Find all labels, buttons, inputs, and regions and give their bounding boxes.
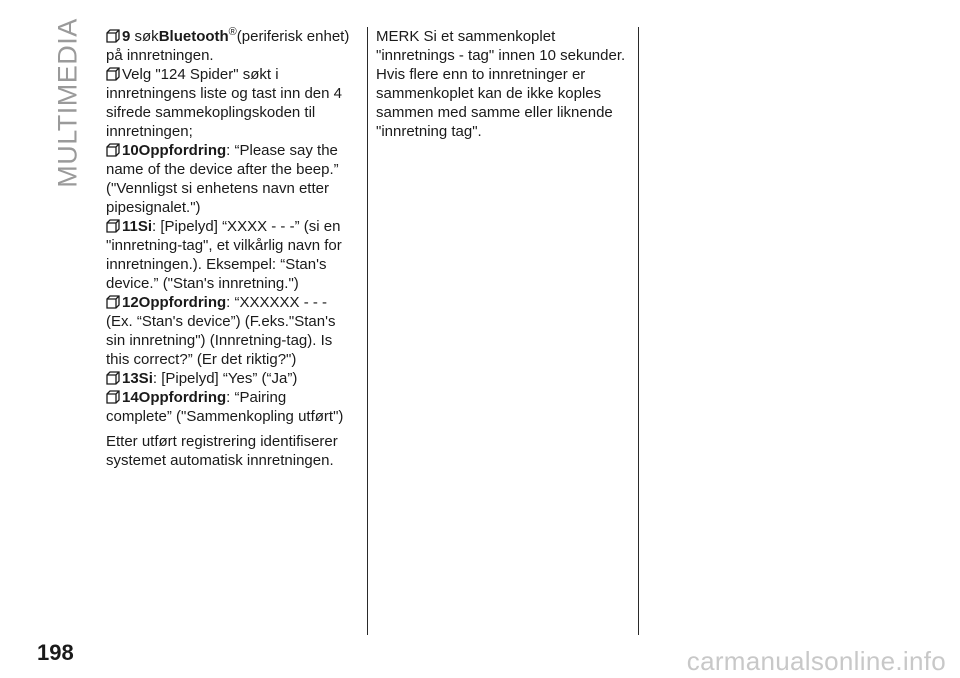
step-text: : “XXXXXX - - - (Ex. “Stan's device”) (F.eks."Stan's sin innretning") (Innretning-tag). Is this correct?” (Er det riktig?") <box>106 294 336 368</box>
step-text: Velg "124 Spider" søkt i innretningens liste og tast inn den 4 sifrede sammekoplingskoden til innretningen; <box>106 66 342 140</box>
step-text: søk <box>134 28 159 45</box>
step-bold: 14Oppfordring <box>122 389 227 406</box>
note-text: Si et sammenkoplet "innretnings - tag" innen 10 sekunder. Hvis flere enn to innretninger er sammenkoplet kan de ikke koples sammen med samme eller liknende "innretning tag". <box>376 28 626 140</box>
step-bold: 10Oppfordring <box>122 142 227 159</box>
step-10 <box>106 141 356 217</box>
page-number: 198 <box>37 640 74 665</box>
step-14 <box>106 388 356 426</box>
step-text: : [Pipelyd] “XXXX - - -” (si en "innretning-tag", et vilkårlig navn for innretningen.). Eksempel: “Stan's device.” ("Stan's innretning.") <box>106 218 342 292</box>
watermark: carmanualsonline.info <box>686 646 946 676</box>
note-paragraph <box>376 27 628 141</box>
step-bold: Bluetooth <box>158 28 229 45</box>
step-bold: 13Si <box>122 370 153 387</box>
step-bullet-icon <box>106 67 120 81</box>
step-bullet-icon <box>106 390 120 404</box>
step-text: (periferisk enhet) på innretningen. <box>106 28 350 64</box>
step-velg <box>106 65 356 141</box>
left-column <box>106 27 356 470</box>
right-column <box>376 27 628 141</box>
registered-mark: ® <box>228 26 237 38</box>
step-11 <box>106 217 356 293</box>
column-divider-right <box>638 27 639 635</box>
step-bullet-icon <box>106 371 120 385</box>
step-bullet-icon <box>106 219 120 233</box>
step-13 <box>106 369 356 388</box>
step-9 <box>106 27 356 65</box>
step-12 <box>106 293 356 369</box>
closing-paragraph: Etter utført registrering identifiserer systemet automatisk innretningen. <box>106 433 338 469</box>
step-text: : “Pairing complete” ("Sammenkopling utført") <box>106 389 344 425</box>
step-bullet-icon <box>106 143 120 157</box>
step-bold: 12Oppfordring <box>122 294 227 311</box>
section-tab <box>48 18 88 188</box>
section-tab-label: MULTIMEDIA <box>52 18 83 188</box>
note-label: MERK <box>376 28 420 45</box>
step-bullet-icon <box>106 295 120 309</box>
step-number: 9 <box>122 28 131 45</box>
column-divider-left <box>367 27 368 635</box>
step-text: : “Please say the name of the device after the beep.” ("Vennligst si enhetens navn etter pipesignalet.") <box>106 142 339 216</box>
step-text: : [Pipelyd] “Yes” (“Ja”) <box>152 370 298 387</box>
step-bullet-icon <box>106 29 120 43</box>
step-bold: 11Si <box>122 218 153 235</box>
